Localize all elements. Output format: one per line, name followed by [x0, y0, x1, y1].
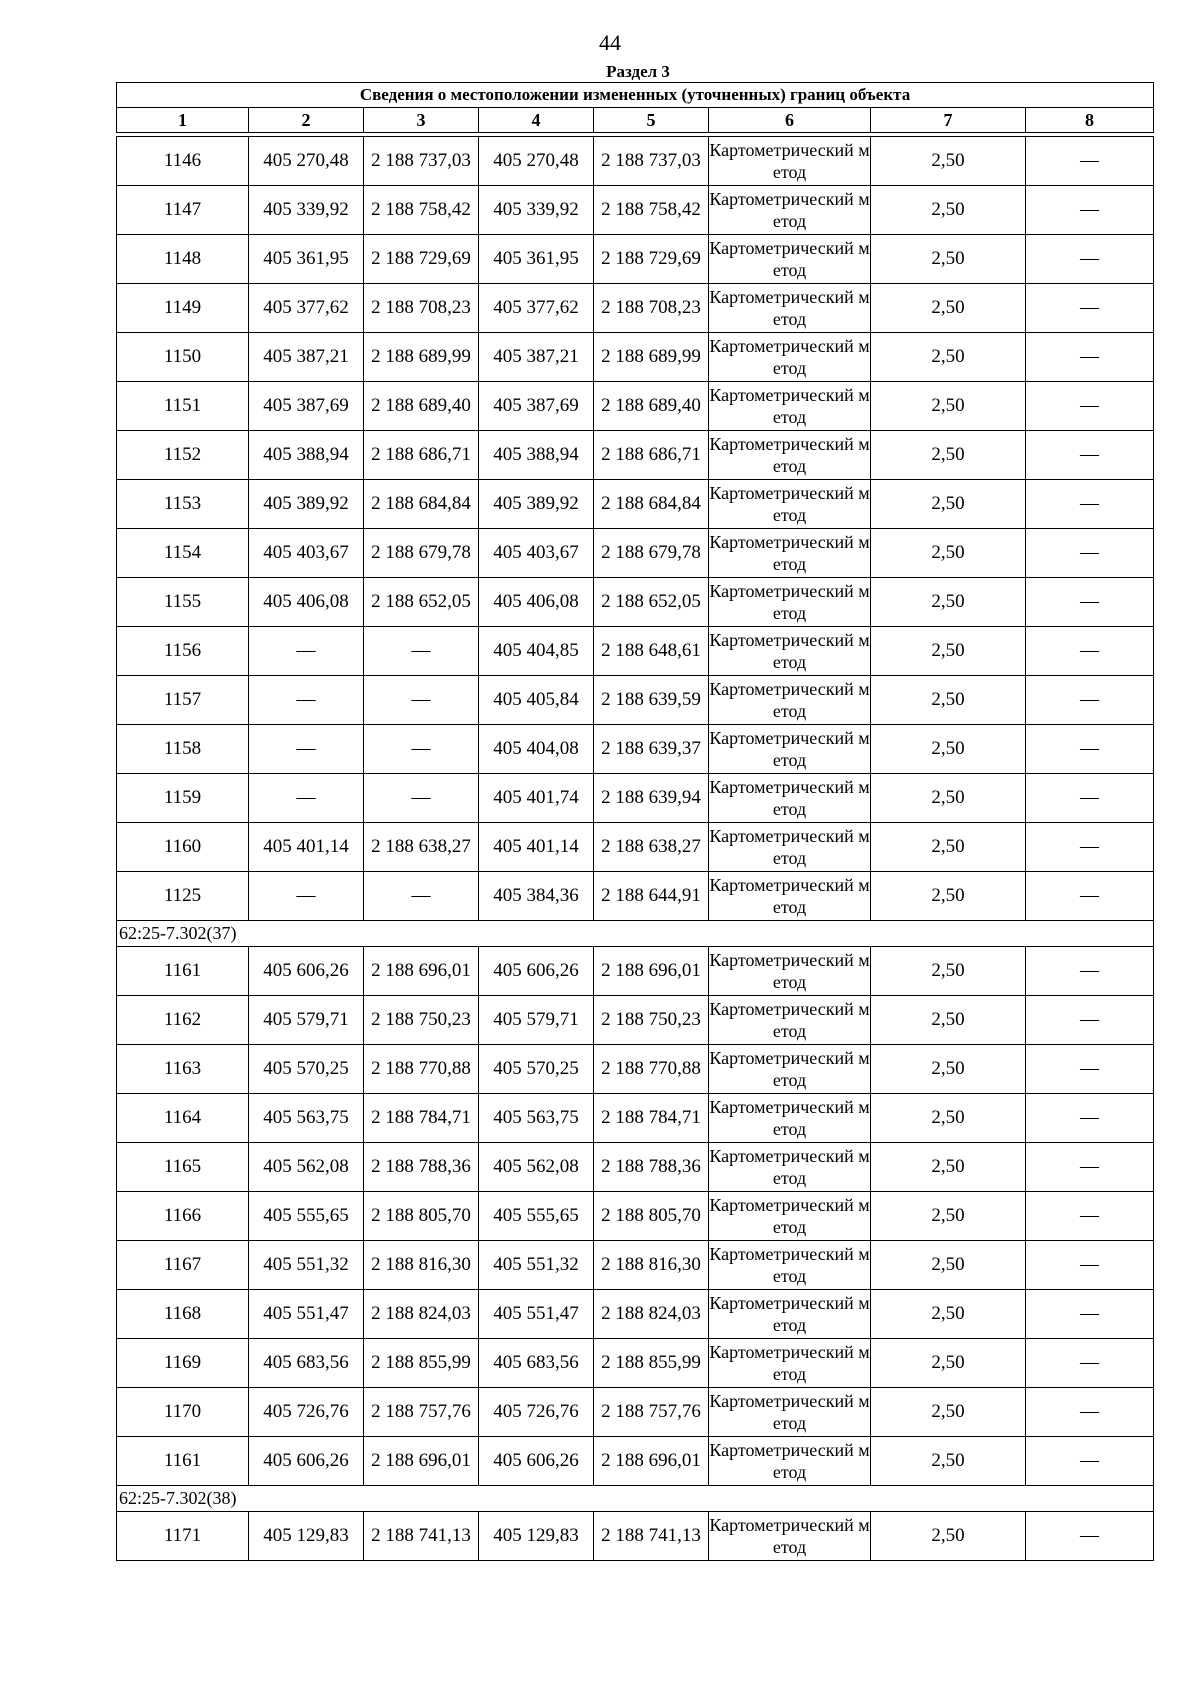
method-cell: Картометрический метод [709, 1388, 871, 1437]
refined-x-cell: 405 129,83 [479, 1512, 594, 1561]
refined-y-cell: 2 188 639,94 [594, 774, 709, 823]
point-number-cell: 1158 [117, 725, 249, 774]
description-cell: — [1026, 529, 1154, 578]
point-number-cell: 1160 [117, 823, 249, 872]
refined-y-cell: 2 188 805,70 [594, 1192, 709, 1241]
description-cell: — [1026, 996, 1154, 1045]
point-number-cell: 1159 [117, 774, 249, 823]
point-number-cell: 1125 [117, 872, 249, 921]
table-row [117, 725, 1154, 774]
refined-y-cell: 2 188 679,78 [594, 529, 709, 578]
point-number-cell: 1150 [117, 333, 249, 382]
accuracy-cell: 2,50 [871, 676, 1026, 725]
description-cell: — [1026, 480, 1154, 529]
group-header-row [117, 921, 1154, 947]
accuracy-cell: 2,50 [871, 725, 1026, 774]
refined-y-cell: 2 188 689,40 [594, 382, 709, 431]
existing-x-cell: 405 270,48 [249, 137, 364, 186]
existing-y-cell: 2 188 750,23 [364, 996, 479, 1045]
refined-x-cell: 405 606,26 [479, 947, 594, 996]
table-row [117, 947, 1154, 996]
column-number: 5 [594, 108, 709, 133]
accuracy-cell: 2,50 [871, 1339, 1026, 1388]
refined-y-cell: 2 188 648,61 [594, 627, 709, 676]
table-row [117, 996, 1154, 1045]
accuracy-cell: 2,50 [871, 529, 1026, 578]
method-cell: Картометрический метод [709, 872, 871, 921]
accuracy-cell: 2,50 [871, 774, 1026, 823]
existing-y-cell: 2 188 686,71 [364, 431, 479, 480]
existing-y-cell: 2 188 679,78 [364, 529, 479, 578]
description-cell: — [1026, 947, 1154, 996]
existing-x-cell: 405 388,94 [249, 431, 364, 480]
refined-x-cell: 405 404,08 [479, 725, 594, 774]
table-row [117, 480, 1154, 529]
table-row [117, 823, 1154, 872]
method-cell: Картометрический метод [709, 774, 871, 823]
coordinates-table [116, 82, 1154, 1561]
page-number: 44 [599, 30, 621, 55]
existing-x-cell: 405 551,32 [249, 1241, 364, 1290]
column-number: 4 [479, 108, 594, 133]
accuracy-cell: 2,50 [871, 1094, 1026, 1143]
table-row [117, 1339, 1154, 1388]
refined-x-cell: 405 387,21 [479, 333, 594, 382]
refined-x-cell: 405 683,56 [479, 1339, 594, 1388]
existing-y-cell: 2 188 816,30 [364, 1241, 479, 1290]
method-cell: Картометрический метод [709, 1290, 871, 1339]
existing-y-cell: 2 188 689,40 [364, 382, 479, 431]
point-number-cell: 1152 [117, 431, 249, 480]
table-row [117, 627, 1154, 676]
group-header-row [117, 1486, 1154, 1512]
point-number-cell: 1169 [117, 1339, 249, 1388]
existing-x-cell: — [249, 872, 364, 921]
group-label: 62:25-7.302(37) [117, 921, 1154, 947]
accuracy-cell: 2,50 [871, 284, 1026, 333]
existing-y-cell: 2 188 696,01 [364, 1437, 479, 1486]
method-cell: Картометрический метод [709, 1094, 871, 1143]
refined-x-cell: 405 339,92 [479, 186, 594, 235]
table-row [117, 1437, 1154, 1486]
refined-y-cell: 2 188 788,36 [594, 1143, 709, 1192]
refined-x-cell: 405 562,08 [479, 1143, 594, 1192]
refined-x-cell: 405 270,48 [479, 137, 594, 186]
refined-x-cell: 405 388,94 [479, 431, 594, 480]
method-cell: Картометрический метод [709, 284, 871, 333]
group-label: 62:25-7.302(38) [117, 1486, 1154, 1512]
table-row [117, 137, 1154, 186]
method-cell: Картометрический метод [709, 235, 871, 284]
refined-y-cell: 2 188 855,99 [594, 1339, 709, 1388]
description-cell: — [1026, 333, 1154, 382]
existing-y-cell: 2 188 684,84 [364, 480, 479, 529]
existing-x-cell: 405 683,56 [249, 1339, 364, 1388]
existing-x-cell: 405 726,76 [249, 1388, 364, 1437]
description-cell: — [1026, 725, 1154, 774]
existing-y-cell: 2 188 758,42 [364, 186, 479, 235]
table-row [117, 284, 1154, 333]
refined-x-cell: 405 551,47 [479, 1290, 594, 1339]
existing-x-cell: 405 387,69 [249, 382, 364, 431]
table-row [117, 529, 1154, 578]
refined-y-cell: 2 188 750,23 [594, 996, 709, 1045]
accuracy-cell: 2,50 [871, 431, 1026, 480]
accuracy-cell: 2,50 [871, 235, 1026, 284]
point-number-cell: 1171 [117, 1512, 249, 1561]
table-row [117, 1045, 1154, 1094]
description-cell: — [1026, 872, 1154, 921]
refined-y-cell: 2 188 729,69 [594, 235, 709, 284]
refined-y-cell: 2 188 639,59 [594, 676, 709, 725]
column-number: 7 [871, 108, 1026, 133]
accuracy-cell: 2,50 [871, 1241, 1026, 1290]
method-cell: Картометрический метод [709, 137, 871, 186]
existing-x-cell: — [249, 774, 364, 823]
refined-x-cell: 405 551,32 [479, 1241, 594, 1290]
description-cell: — [1026, 186, 1154, 235]
table-row [117, 1094, 1154, 1143]
table-row [117, 431, 1154, 480]
table-caption-row [117, 83, 1154, 108]
refined-y-cell: 2 188 758,42 [594, 186, 709, 235]
table-row [117, 186, 1154, 235]
existing-y-cell: — [364, 627, 479, 676]
column-number: 1 [117, 108, 249, 133]
table-row [117, 676, 1154, 725]
table-row [117, 774, 1154, 823]
column-number: 3 [364, 108, 479, 133]
description-cell: — [1026, 823, 1154, 872]
description-cell: — [1026, 578, 1154, 627]
method-cell: Картометрический метод [709, 627, 871, 676]
refined-y-cell: 2 188 696,01 [594, 947, 709, 996]
point-number-cell: 1164 [117, 1094, 249, 1143]
point-number-cell: 1167 [117, 1241, 249, 1290]
existing-x-cell: 405 339,92 [249, 186, 364, 235]
refined-y-cell: 2 188 737,03 [594, 137, 709, 186]
method-cell: Картометрический метод [709, 431, 871, 480]
refined-x-cell: 405 403,67 [479, 529, 594, 578]
description-cell: — [1026, 1192, 1154, 1241]
table-body [117, 83, 1154, 1561]
existing-x-cell: 405 570,25 [249, 1045, 364, 1094]
accuracy-cell: 2,50 [871, 996, 1026, 1045]
accuracy-cell: 2,50 [871, 186, 1026, 235]
refined-y-cell: 2 188 784,71 [594, 1094, 709, 1143]
refined-x-cell: 405 361,95 [479, 235, 594, 284]
description-cell: — [1026, 1143, 1154, 1192]
method-cell: Картометрический метод [709, 1045, 871, 1094]
accuracy-cell: 2,50 [871, 137, 1026, 186]
accuracy-cell: 2,50 [871, 1290, 1026, 1339]
existing-y-cell: 2 188 652,05 [364, 578, 479, 627]
existing-x-cell: 405 563,75 [249, 1094, 364, 1143]
existing-y-cell: 2 188 708,23 [364, 284, 479, 333]
refined-y-cell: 2 188 639,37 [594, 725, 709, 774]
point-number-cell: 1146 [117, 137, 249, 186]
table-row [117, 1241, 1154, 1290]
existing-y-cell: 2 188 788,36 [364, 1143, 479, 1192]
refined-x-cell: 405 406,08 [479, 578, 594, 627]
method-cell: Картометрический метод [709, 333, 871, 382]
existing-x-cell: 405 361,95 [249, 235, 364, 284]
method-cell: Картометрический метод [709, 480, 871, 529]
existing-y-cell: 2 188 855,99 [364, 1339, 479, 1388]
method-cell: Картометрический метод [709, 578, 871, 627]
accuracy-cell: 2,50 [871, 872, 1026, 921]
existing-y-cell: — [364, 676, 479, 725]
description-cell: — [1026, 676, 1154, 725]
refined-y-cell: 2 188 652,05 [594, 578, 709, 627]
method-cell: Картометрический метод [709, 1437, 871, 1486]
table-row [117, 1290, 1154, 1339]
existing-x-cell: 405 555,65 [249, 1192, 364, 1241]
refined-y-cell: 2 188 689,99 [594, 333, 709, 382]
refined-x-cell: 405 563,75 [479, 1094, 594, 1143]
description-cell: — [1026, 382, 1154, 431]
table-row [117, 1388, 1154, 1437]
method-cell: Картометрический метод [709, 186, 871, 235]
point-number-cell: 1166 [117, 1192, 249, 1241]
method-cell: Картометрический метод [709, 529, 871, 578]
refined-x-cell: 405 384,36 [479, 872, 594, 921]
accuracy-cell: 2,50 [871, 480, 1026, 529]
refined-y-cell: 2 188 638,27 [594, 823, 709, 872]
description-cell: — [1026, 774, 1154, 823]
refined-y-cell: 2 188 644,91 [594, 872, 709, 921]
point-number-cell: 1163 [117, 1045, 249, 1094]
description-cell: — [1026, 1045, 1154, 1094]
description-cell: — [1026, 1339, 1154, 1388]
accuracy-cell: 2,50 [871, 382, 1026, 431]
table-row [117, 235, 1154, 284]
point-number-cell: 1162 [117, 996, 249, 1045]
description-cell: — [1026, 1290, 1154, 1339]
existing-y-cell: 2 188 729,69 [364, 235, 479, 284]
point-number-cell: 1155 [117, 578, 249, 627]
refined-y-cell: 2 188 684,84 [594, 480, 709, 529]
refined-y-cell: 2 188 696,01 [594, 1437, 709, 1486]
existing-y-cell: 2 188 696,01 [364, 947, 479, 996]
method-cell: Картометрический метод [709, 676, 871, 725]
accuracy-cell: 2,50 [871, 1512, 1026, 1561]
method-cell: Картометрический метод [709, 1339, 871, 1388]
existing-y-cell: — [364, 872, 479, 921]
description-cell: — [1026, 1241, 1154, 1290]
accuracy-cell: 2,50 [871, 823, 1026, 872]
refined-x-cell: 405 404,85 [479, 627, 594, 676]
point-number-cell: 1147 [117, 186, 249, 235]
description-cell: — [1026, 137, 1154, 186]
column-number-row [117, 108, 1154, 133]
column-number: 6 [709, 108, 871, 133]
point-number-cell: 1156 [117, 627, 249, 676]
method-cell: Картометрический метод [709, 1512, 871, 1561]
accuracy-cell: 2,50 [871, 578, 1026, 627]
point-number-cell: 1161 [117, 947, 249, 996]
accuracy-cell: 2,50 [871, 1437, 1026, 1486]
accuracy-cell: 2,50 [871, 1143, 1026, 1192]
existing-x-cell: 405 403,67 [249, 529, 364, 578]
existing-x-cell: 405 579,71 [249, 996, 364, 1045]
refined-x-cell: 405 726,76 [479, 1388, 594, 1437]
refined-y-cell: 2 188 741,13 [594, 1512, 709, 1561]
description-cell: — [1026, 431, 1154, 480]
refined-x-cell: 405 579,71 [479, 996, 594, 1045]
accuracy-cell: 2,50 [871, 1045, 1026, 1094]
table-row [117, 1512, 1154, 1561]
accuracy-cell: 2,50 [871, 333, 1026, 382]
point-number-cell: 1161 [117, 1437, 249, 1486]
existing-y-cell: 2 188 737,03 [364, 137, 479, 186]
point-number-cell: 1148 [117, 235, 249, 284]
accuracy-cell: 2,50 [871, 1388, 1026, 1437]
table-row [117, 872, 1154, 921]
refined-x-cell: 405 555,65 [479, 1192, 594, 1241]
column-number: 2 [249, 108, 364, 133]
existing-x-cell: 405 562,08 [249, 1143, 364, 1192]
method-cell: Картометрический метод [709, 725, 871, 774]
refined-y-cell: 2 188 824,03 [594, 1290, 709, 1339]
point-number-cell: 1151 [117, 382, 249, 431]
existing-x-cell: 405 406,08 [249, 578, 364, 627]
refined-y-cell: 2 188 708,23 [594, 284, 709, 333]
existing-x-cell: 405 387,21 [249, 333, 364, 382]
refined-y-cell: 2 188 770,88 [594, 1045, 709, 1094]
existing-y-cell: 2 188 784,71 [364, 1094, 479, 1143]
description-cell: — [1026, 235, 1154, 284]
existing-x-cell: 405 401,14 [249, 823, 364, 872]
point-number-cell: 1168 [117, 1290, 249, 1339]
description-cell: — [1026, 1388, 1154, 1437]
existing-x-cell: 405 129,83 [249, 1512, 364, 1561]
refined-x-cell: 405 401,14 [479, 823, 594, 872]
refined-x-cell: 405 570,25 [479, 1045, 594, 1094]
accuracy-cell: 2,50 [871, 947, 1026, 996]
point-number-cell: 1154 [117, 529, 249, 578]
description-cell: — [1026, 627, 1154, 676]
point-number-cell: 1149 [117, 284, 249, 333]
table-caption: Сведения о местоположении измененных (уточненных) границ объекта [117, 83, 1154, 108]
description-cell: — [1026, 1094, 1154, 1143]
existing-y-cell: — [364, 725, 479, 774]
accuracy-cell: 2,50 [871, 627, 1026, 676]
existing-x-cell: 405 606,26 [249, 947, 364, 996]
point-number-cell: 1153 [117, 480, 249, 529]
method-cell: Картометрический метод [709, 1143, 871, 1192]
accuracy-cell: 2,50 [871, 1192, 1026, 1241]
existing-y-cell: 2 188 689,99 [364, 333, 479, 382]
table-row [117, 578, 1154, 627]
method-cell: Картометрический метод [709, 823, 871, 872]
refined-y-cell: 2 188 816,30 [594, 1241, 709, 1290]
refined-x-cell: 405 387,69 [479, 382, 594, 431]
method-cell: Картометрический метод [709, 996, 871, 1045]
refined-x-cell: 405 389,92 [479, 480, 594, 529]
existing-x-cell: — [249, 627, 364, 676]
refined-y-cell: 2 188 686,71 [594, 431, 709, 480]
table-row [117, 1143, 1154, 1192]
existing-y-cell: 2 188 824,03 [364, 1290, 479, 1339]
existing-y-cell: 2 188 770,88 [364, 1045, 479, 1094]
table-row [117, 333, 1154, 382]
refined-x-cell: 405 606,26 [479, 1437, 594, 1486]
table-row [117, 1192, 1154, 1241]
point-number-cell: 1170 [117, 1388, 249, 1437]
table-row [117, 382, 1154, 431]
existing-x-cell: — [249, 725, 364, 774]
point-number-cell: 1157 [117, 676, 249, 725]
method-cell: Картометрический метод [709, 1192, 871, 1241]
method-cell: Картометрический метод [709, 1241, 871, 1290]
method-cell: Картометрический метод [709, 382, 871, 431]
description-cell: — [1026, 284, 1154, 333]
refined-y-cell: 2 188 757,76 [594, 1388, 709, 1437]
existing-x-cell: — [249, 676, 364, 725]
existing-y-cell: 2 188 805,70 [364, 1192, 479, 1241]
existing-y-cell: 2 188 757,76 [364, 1388, 479, 1437]
section-title: Раздел 3 [606, 62, 670, 81]
refined-x-cell: 405 401,74 [479, 774, 594, 823]
description-cell: — [1026, 1437, 1154, 1486]
point-number-cell: 1165 [117, 1143, 249, 1192]
description-cell: — [1026, 1512, 1154, 1561]
existing-y-cell: — [364, 774, 479, 823]
existing-x-cell: 405 551,47 [249, 1290, 364, 1339]
existing-y-cell: 2 188 741,13 [364, 1512, 479, 1561]
refined-x-cell: 405 377,62 [479, 284, 594, 333]
method-cell: Картометрический метод [709, 947, 871, 996]
column-number: 8 [1026, 108, 1154, 133]
existing-x-cell: 405 606,26 [249, 1437, 364, 1486]
existing-y-cell: 2 188 638,27 [364, 823, 479, 872]
existing-x-cell: 405 389,92 [249, 480, 364, 529]
existing-x-cell: 405 377,62 [249, 284, 364, 333]
refined-x-cell: 405 405,84 [479, 676, 594, 725]
